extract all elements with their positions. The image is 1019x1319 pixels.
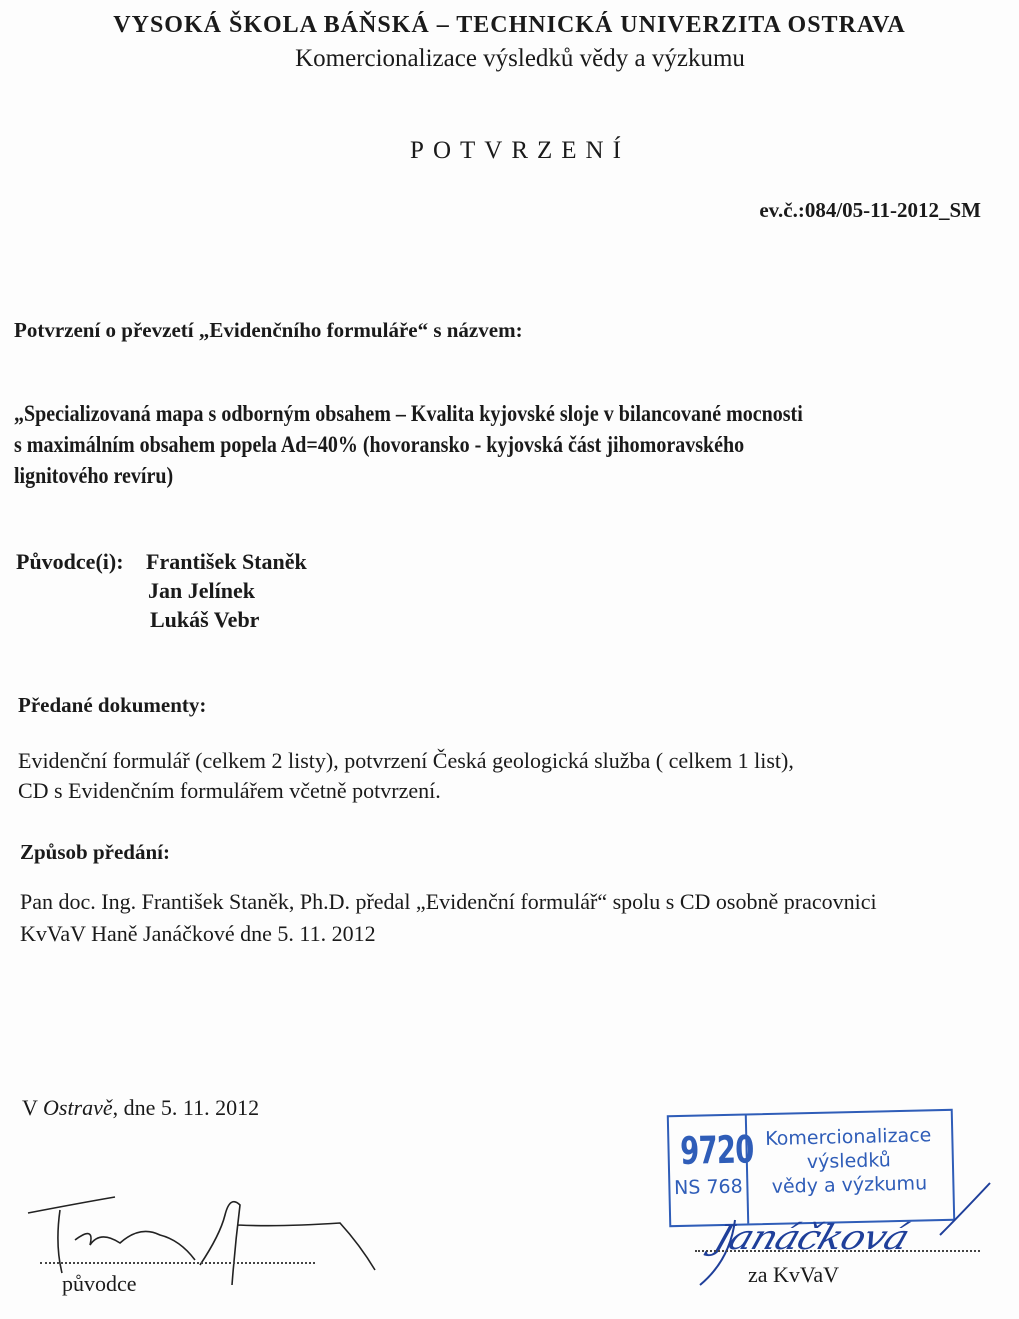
- work-title: [14, 398, 803, 491]
- kvvav-signature: Janáčková: [709, 1218, 914, 1258]
- department-name: Komercionalizace výsledků vědy a výzkumu: [295, 45, 745, 72]
- documents-heading: Předané dokumenty:: [18, 693, 207, 717]
- stamp-line: výsledků: [806, 1149, 892, 1174]
- handover-heading: Způsob předání:: [20, 840, 170, 864]
- place-date: [22, 1095, 259, 1121]
- intro-text: Potvrzení o převzetí „Evidenčního formuláře“ s názvem:: [14, 318, 523, 342]
- stamp-line: vědy a výzkumu: [771, 1172, 928, 1198]
- author-name: Lukáš Vebr: [150, 607, 260, 632]
- authors-list: [146, 547, 307, 634]
- kvvav-signature-label: za KvVaV: [748, 1262, 840, 1287]
- place-prefix: V: [22, 1095, 43, 1120]
- stamp-code: NS 768: [673, 1175, 743, 1200]
- handover-text: [20, 886, 877, 950]
- stamp-line: Komercionalizace: [765, 1124, 932, 1151]
- signature-line-left: [40, 1262, 315, 1264]
- author-name: František Staněk: [146, 549, 307, 574]
- documents-text: [18, 746, 794, 806]
- signature-line-right: [695, 1250, 980, 1252]
- institution-name: VYSOKÁ ŠKOLA BÁŇSKÁ – TECHNICKÁ UNIVERZITA OSTRAVA: [113, 12, 906, 38]
- date-text: , dne 5. 11. 2012: [112, 1095, 260, 1120]
- work-title-line: „Specializovaná mapa s odborným obsahem – Kvalita kyjovské sloje v bilancované mocnosti: [14, 401, 803, 426]
- place-city: Ostravě: [43, 1095, 113, 1120]
- documents-line: Evidenční formulář (celkem 2 listy), potvrzení Česká geologická služba ( celkem 1 list),: [18, 748, 794, 773]
- stamp-number: 9720: [679, 1127, 754, 1173]
- work-title-line: s maximálním obsahem popela Ad=40% (hovoransko - kyjovská část jihomoravského: [14, 432, 745, 457]
- handover-line: KvVaV Haně Janáčkové dne 5. 11. 2012: [20, 921, 376, 946]
- authors-label: Původce(i):: [16, 549, 124, 574]
- handover-line: Pan doc. Ing. František Staněk, Ph.D. předal „Evidenční formulář“ spolu s CD osobně pracovnici: [20, 889, 877, 914]
- work-title-line: lignitového revíru): [14, 463, 174, 488]
- author-signature-label: původce: [62, 1271, 137, 1296]
- documents-line: CD s Evidenčním formulářem včetně potvrzení.: [18, 778, 441, 803]
- document-title: POTVRZENÍ: [410, 137, 630, 164]
- author-name: Jan Jelínek: [148, 578, 255, 603]
- reference-number: ev.č.:084/05-11-2012_SM: [759, 198, 981, 222]
